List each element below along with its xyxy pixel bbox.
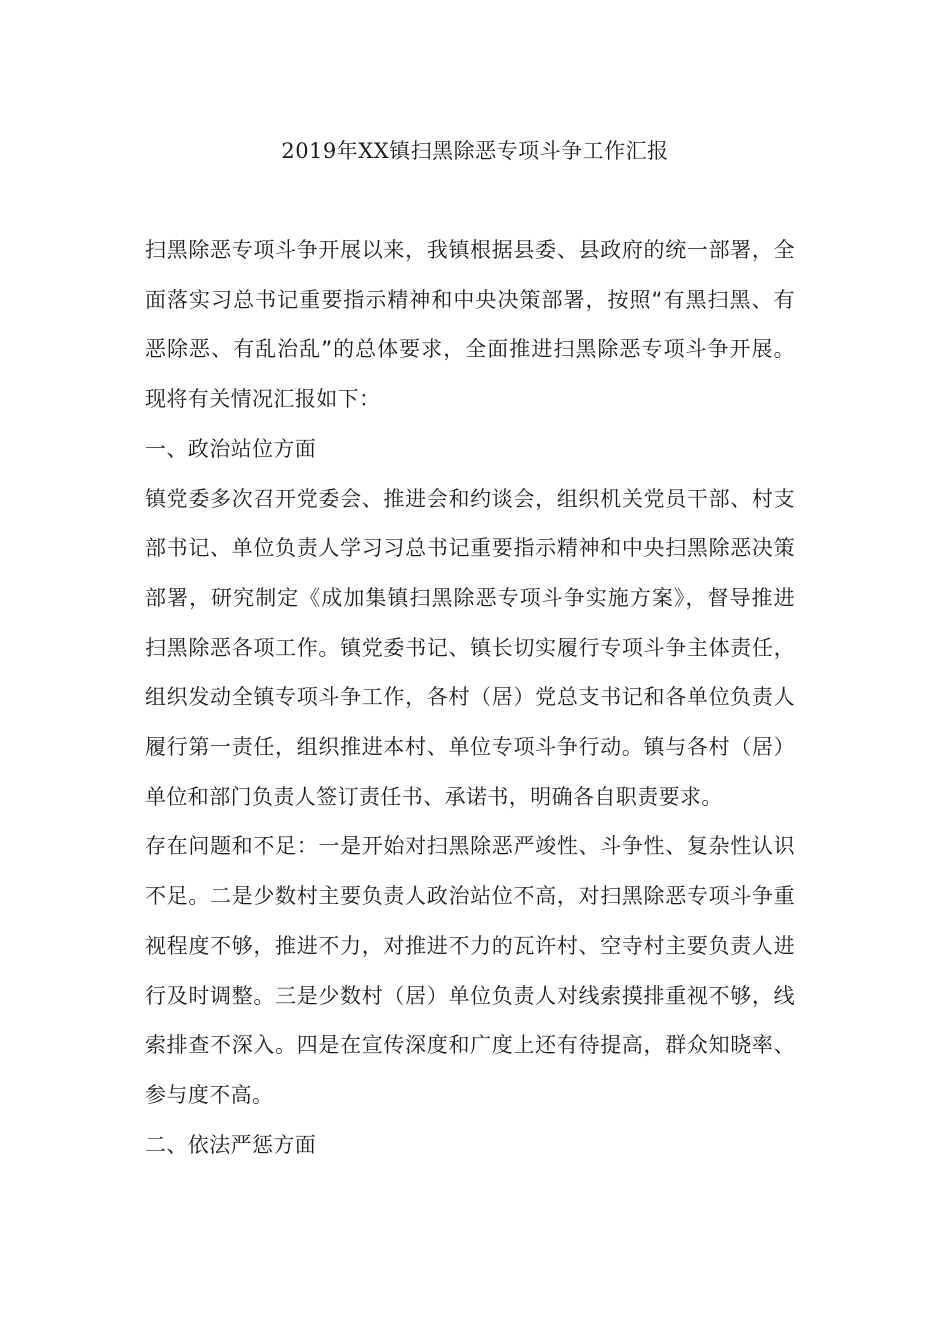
intro-paragraph: 扫黑除恶专项斗争开展以来，我镇根据县委、县政府的统一部署，全面落实习总书记重要指示精神和中央决策部署，按照“有黑扫黑、有恶除恶、有乱治乱”的总体要求，全面推进扫黑除恶专项斗争开展。现将有关情况汇报如下： — [145, 238, 795, 412]
political-paragraph: 镇党委多次召开党委会、推进会和约谈会，组织机关党员干部、村支部书记、单位负责人学习习总书记重要指示精神和中央扫黑除恶决策部署，研究制定《成加集镇扫黑除恶专项斗争实施方案》，督导推进扫黑除恶各项工作。镇党委书记、镇长切实履行专项斗争主体责任，组织发动全镇专项斗争工作，各村（居）党总支书记和各单位负责人履行第一责任，组织推进本村、单位专项斗争行动。镇与各村（居）单位和部门负责人签订责任书、承诺书，明确各自职责要求。 — [145, 486, 795, 809]
section-heading-political: 一、政治站位方面 — [145, 436, 317, 461]
document-body — [145, 226, 795, 1170]
problems-paragraph: 存在问题和不足：一是开始对扫黑除恶严竣性、斗争性、复杂性认识不足。二是少数村主要负责人政治站位不高，对扫黑除恶专项斗争重视程度不够，推进不力，对推进不力的瓦许村、空寺村主要负责人进行及时调整。三是少数村（居）单位负责人对线索摸排重视不够，线索排查不深入。四是在宣传深度和广度上还有待提高，群众知晓率、参与度不高。 — [145, 834, 795, 1107]
section-heading-law: 二、依法严惩方面 — [145, 1132, 317, 1157]
document-title: 2019年XX镇扫黑除恶专项斗争工作汇报 — [281, 139, 669, 163]
